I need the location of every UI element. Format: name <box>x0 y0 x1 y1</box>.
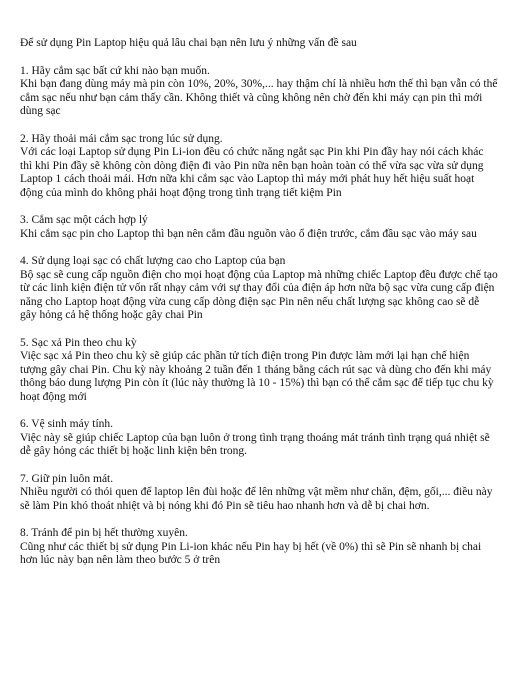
tip-body: Nhiều người có thói quen để laptop lên đùi hoặc để lên những vật mềm như chăn, đệm, gối,... điều này sẽ làm Pin khó thoát nhiệt và bị nóng khi đó Pin sẽ tiêu hao nhanh hơn và dễ bị chai hơn. <box>20 486 493 512</box>
tip-section-5 <box>20 337 498 405</box>
tip-body: Với các loại Laptop sử dụng Pin Li-ion đều có chức năng ngắt sạc Pin khi Pin đầy hay nói cách khác thì khi Pin đầy sẽ không còn dòng điện đi vào Pin nữa nên bạn hoàn toàn có thể vừa sạc vừa sử dụng Laptop 1 cách thoải mái. Hơn nữa khi cắm sạc vào Laptop thì máy mới phát huy hết hiệu suất hoạt động của mình do không phải hoạt động trong tình trạng tiết kiệm Pin <box>20 146 484 199</box>
tip-title: 2. Hãy thoải mái cắm sạc trong lúc sử dụng. <box>20 132 223 145</box>
tip-title: 5. Sạc xả Pin theo chu kỳ <box>20 336 137 349</box>
tip-section-4 <box>20 255 498 323</box>
document-intro: Để sử dụng Pin Laptop hiệu quả lâu chai bạn nên lưu ý những vấn đề sau <box>20 37 357 49</box>
tip-body: Việc này sẽ giúp chiếc Laptop của bạn luôn ở trong tình trạng thoáng mát tránh tình trạng quá nhiệt sẽ dễ gây hỏng các thiết bị hoặc linh kiện bên trong. <box>20 431 490 457</box>
tip-title: 3. Cắm sạc một cách hợp lý <box>20 214 148 226</box>
tip-section-2 <box>20 133 498 201</box>
tip-body: Khi bạn đang dùng máy mà pin còn 10%, 20%, 30%,... hay thậm chí là nhiều hơn thế thì bạn vẫn có thể cắm sạc nếu như bạn cảm thấy cần. Không thiết và cũng không nên chờ đến khi máy cạn pin thì mới dùng sạc <box>20 78 498 117</box>
tip-title: 6. Vệ sinh máy tính. <box>20 418 114 430</box>
tip-section-6 <box>20 418 498 459</box>
document-body <box>20 37 498 582</box>
tip-title: 8. Tránh để pin bị hết thường xuyên. <box>20 527 188 539</box>
tip-title: 4. Sử dụng loại sạc có chất lượng cao cho Laptop của bạn <box>20 255 286 267</box>
tip-title: 7. Giữ pin luôn mát. <box>20 472 114 485</box>
tip-body: Cũng như các thiết bị sử dụng Pin Li-ion khác nếu Pin hay bị hết (về 0%) thì sẽ Pin sẽ nhanh bị chai hơn lúc này bạn nên làm theo bước 5 ở trên <box>20 540 482 566</box>
tip-body: Bộ sạc sẽ cung cấp nguồn điện cho mọi hoạt động của Laptop mà những chiếc Laptop đều được chế tạo từ các linh kiện điện tử vốn rất nhạy cảm với sự thay đổi của điện áp hơn nữa bộ sạc vừa cung cấp điện năng cho Laptop hoạt động vừa cung cấp dòng điện sạc Pin nên nếu chất lượng sạc không cao sẽ dễ gây hỏng cả hệ thống hoặc gây chai Pin <box>20 268 498 321</box>
tip-title: 1. Hãy cắm sạc bất cứ khi nào bạn muốn. <box>20 64 210 77</box>
tip-section-1 <box>20 65 498 119</box>
tip-section-7 <box>20 473 498 514</box>
tip-section-8 <box>20 527 498 568</box>
tip-body: Việc sạc xả Pin theo chu kỳ sẽ giúp các phần tử tích điện trong Pin được làm mới lại hạn chế hiện tượng gây chai Pin. Chu kỳ này khoảng 2 tuần đến 1 tháng bằng cách rút sạc và dùng cho đến khi máy thông báo dung lượng Pin còn ít (lúc này thường là 10 - 15%) thì bạn có thể cắm sạc để tiếp tục chu kỳ hoạt động mới <box>20 350 494 403</box>
tip-section-3 <box>20 214 498 241</box>
tip-body: Khi cắm sạc pin cho Laptop thì bạn nên cắm đầu nguồn vào ổ điện trước, cắm đầu sạc vào máy sau <box>20 227 477 240</box>
